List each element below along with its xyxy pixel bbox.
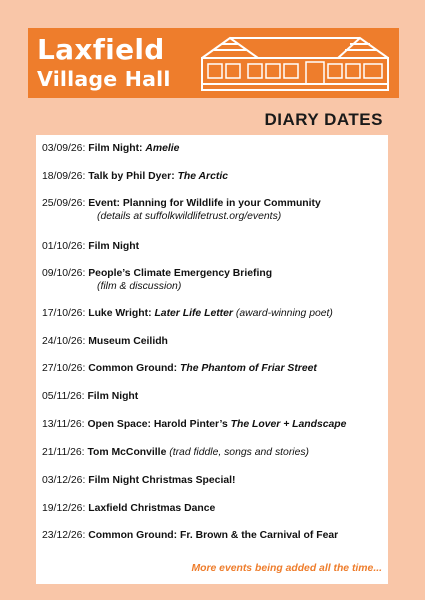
event-entry xyxy=(42,391,138,402)
event-title: Event: Planning for Wildlife in your Community xyxy=(88,198,321,209)
title-line-2: Village Hall xyxy=(37,67,171,91)
event-entry xyxy=(42,308,333,319)
event-date: 23/12/26: xyxy=(42,530,86,541)
event-title-italic: The Arctic xyxy=(177,171,228,182)
diary-dates-heading: DIARY DATES xyxy=(264,110,383,129)
event-title-italic: Later Life Letter xyxy=(154,308,233,319)
events-panel xyxy=(36,135,388,584)
more-events-note: More events being added all the time... xyxy=(191,563,382,574)
event-note: (award-winning poet) xyxy=(235,308,333,319)
event-date: 09/10/26: xyxy=(42,268,86,279)
event-title: Film Night: xyxy=(88,143,143,154)
event-date: 24/10/26: xyxy=(42,336,86,347)
event-entry xyxy=(42,143,179,154)
village-hall-building-icon xyxy=(200,34,396,92)
event-title: Film Night xyxy=(87,391,139,402)
event-entry xyxy=(42,198,321,222)
event-title: Museum Ceilidh xyxy=(88,336,168,347)
event-entry xyxy=(42,419,346,430)
event-date: 19/12/26: xyxy=(42,503,86,514)
event-details: (film & discussion) xyxy=(97,281,182,292)
event-title: Film Night Christmas Special! xyxy=(88,475,236,486)
event-entry xyxy=(42,363,317,374)
event-title: Luke Wright: xyxy=(88,308,152,319)
event-title: Common Ground: xyxy=(88,363,178,374)
event-entry xyxy=(42,241,139,252)
event-date: 01/10/26: xyxy=(42,241,86,252)
event-date: 21/11/26: xyxy=(42,447,85,458)
header-banner xyxy=(28,28,399,98)
event-date: 03/12/26: xyxy=(42,475,86,486)
event-title: Talk by Phil Dyer: xyxy=(88,171,175,182)
event-note: (trad fiddle, songs and stories) xyxy=(169,447,310,458)
event-title-italic: The Phantom of Friar Street xyxy=(180,363,317,374)
event-entry xyxy=(42,530,338,541)
event-title: Common Ground: Fr. Brown & the Carnival of Fear xyxy=(88,530,339,541)
event-entry xyxy=(42,475,235,486)
event-date: 17/10/26: xyxy=(42,308,86,319)
event-title-italic: The Lover + Landscape xyxy=(230,419,347,430)
event-entry xyxy=(42,268,273,292)
event-title: Open Space: Harold Pinter’s xyxy=(87,419,228,430)
event-title: Tom McConville xyxy=(87,447,167,458)
event-date: 05/11/26: xyxy=(42,391,85,402)
event-entry xyxy=(42,336,168,347)
event-title: Film Night xyxy=(88,241,140,252)
event-date: 13/11/26: xyxy=(42,419,85,430)
event-date: 27/10/26: xyxy=(42,363,86,374)
event-date: 18/09/26: xyxy=(42,171,86,182)
event-title: Laxfield Christmas Dance xyxy=(88,503,216,514)
event-details: (details at suffolkwildlifetrust.org/events) xyxy=(97,211,282,222)
title-line-1: Laxfield xyxy=(37,33,165,66)
event-date: 03/09/26: xyxy=(42,143,86,154)
event-entry xyxy=(42,503,215,514)
event-date: 25/09/26: xyxy=(42,198,86,209)
event-entry xyxy=(42,171,228,182)
event-title-italic: Amelie xyxy=(145,143,180,154)
event-entry xyxy=(42,447,309,458)
event-title: People’s Climate Emergency Briefing xyxy=(88,268,273,279)
